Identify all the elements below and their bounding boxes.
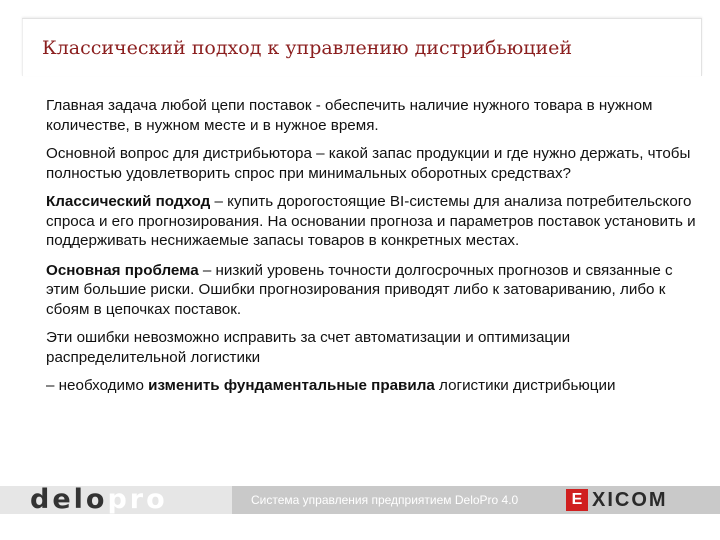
footer-band [0,486,720,514]
paragraph-main-question: Основной вопрос для дистрибьютора – какой запас продукции и где нужно держать, чтобы полностью удовлетворить спрос при минимальных оборотных средствах? [46,145,691,182]
delopro-logo [0,486,232,514]
paragraph-classic-approach [46,192,696,251]
xicom-logo-mark: E [566,489,588,511]
xicom-logo-text: XICOM [592,488,668,511]
conclusion-text: логистики дистрибьюции [434,377,616,394]
paragraph-errors: Эти ошибки невозможно исправить за счет автоматизации и оптимизации распределительной логистики [46,329,571,366]
delopro-logo-text [30,484,168,515]
logo-delo: delo [30,484,108,515]
xicom-logo [566,489,668,511]
main-problem-text: – низкий уровень точности долгосрочных прогнозов и связанные с этим большие риски. Ошибки прогнозирования приводят либо к затовариванию, либо к сбоям в цепочках поставок. [46,261,673,318]
main-problem-term: Основная проблема [46,261,199,279]
paragraph-conclusion [46,376,696,396]
slide-body [46,96,696,405]
footer-caption: Система управления предприятием DeloPro 4.0 [251,493,519,507]
slide-title: Классический подход к управлению дистрибьюцией [22,18,702,76]
conclusion-lead: – необходимо [46,377,149,394]
classic-approach-text: – купить дорогостоящие BI-системы для анализа потребительского спроса и его прогнозирования. На основании прогноза и параметров поставок установить и поддерживать неснижаемые запасы товаров в конкретных местах. [46,193,696,249]
classic-approach-term: Классический подход [46,193,211,210]
conclusion-term: изменить фундаментальные правила [148,377,435,394]
logo-pro: pro [107,484,168,515]
paragraph-main-problem [46,260,696,320]
paragraph-main-task: Главная задача любой цепи поставок - обеспечить наличие нужного товара в нужном количестве, в нужном месте и в нужное время. [46,97,653,134]
